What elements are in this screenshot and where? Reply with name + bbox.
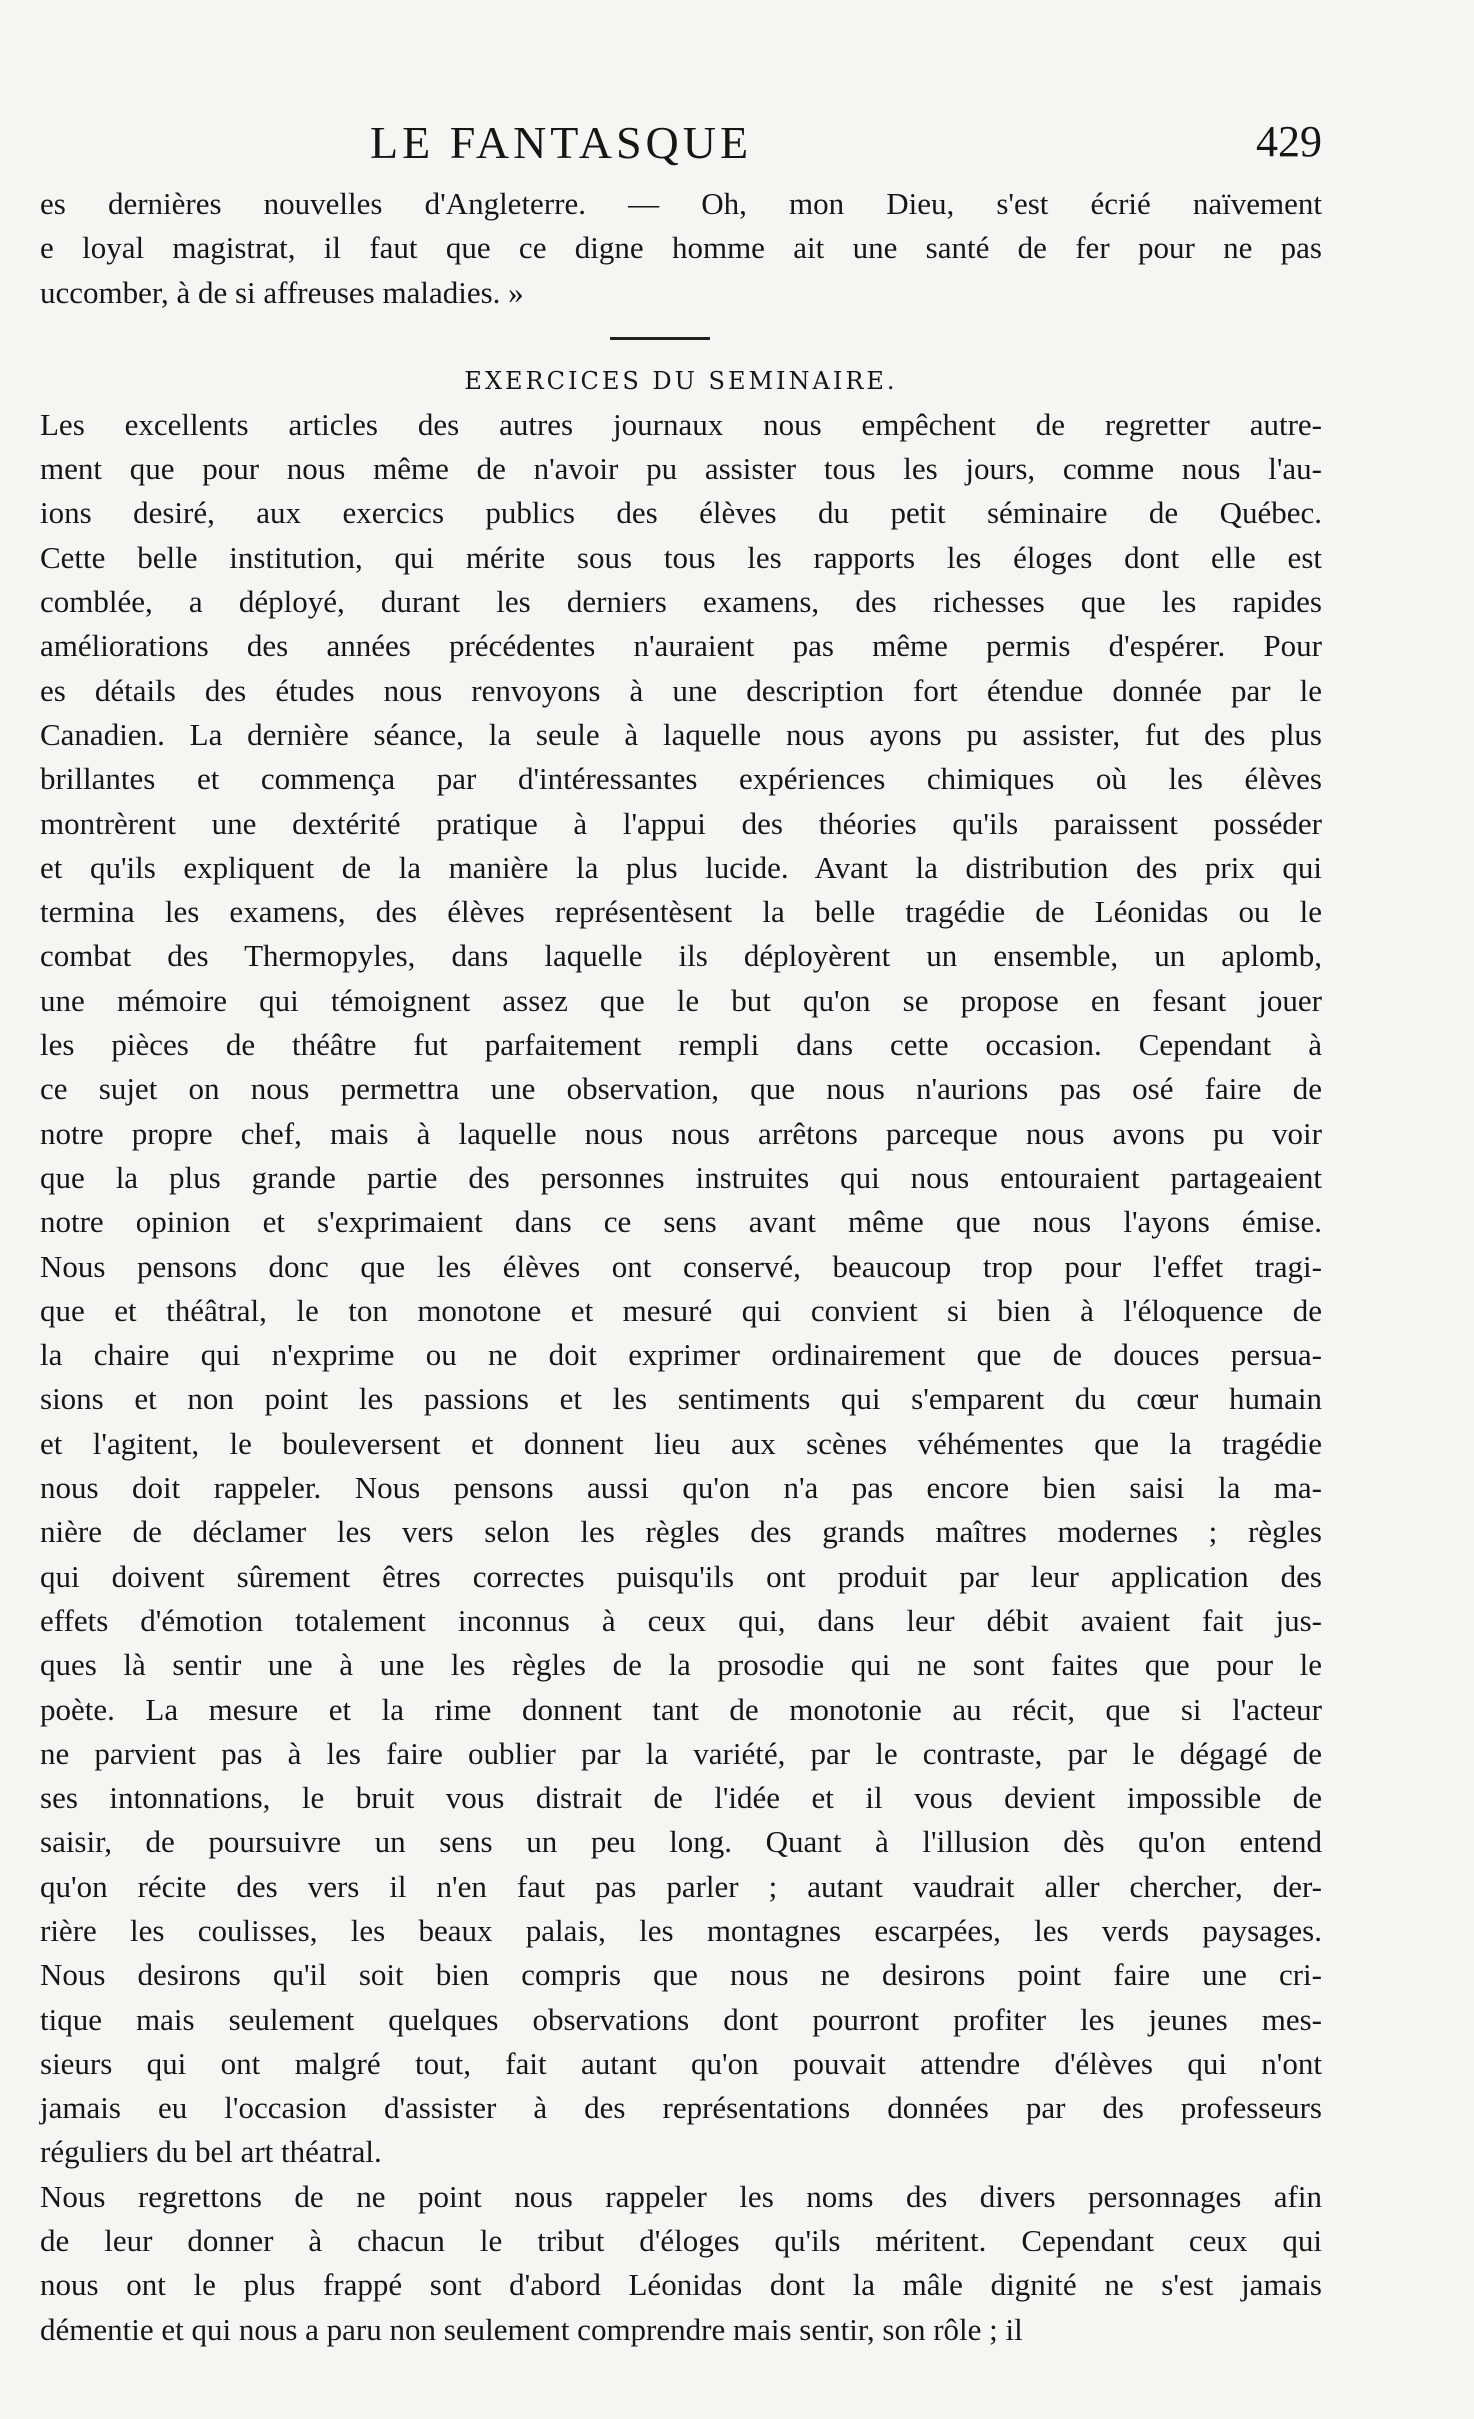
article-paragraph-2	[40, 2175, 1322, 2352]
page-header	[40, 112, 1322, 182]
text-line: ce sujet on nous permettra une observation, que nous n'aurions pas osé faire de	[40, 1071, 1322, 1107]
text-line: comblée, a déployé, durant les derniers examens, des richesses que les rapides	[40, 584, 1322, 620]
text-line: tique mais seulement quelques observations dont pourront profiter les jeunes mes-	[40, 2001, 1322, 2037]
section-separator	[40, 315, 1322, 359]
text-line: notre propre chef, mais à laquelle nous nous arrêtons parceque nous avons pu voir	[40, 1115, 1322, 1151]
text-line: une mémoire qui témoignent assez que le but qu'on se propose en fesant jouer	[40, 982, 1322, 1018]
text-line: combat des Thermopyles, dans laquelle ils déployèrent un ensemble, un aplomb,	[40, 938, 1322, 974]
text-line: ques là sentir une à une les règles de la prosodie qui ne sont faites que pour le	[40, 1647, 1322, 1683]
text-line: sions et non point les passions et les sentiments qui s'emparent du cœur humain	[40, 1381, 1322, 1417]
text-line: les pièces de théâtre fut parfaitement rempli dans cette occasion. Cependant à	[40, 1027, 1322, 1063]
text-line: termina les examens, des élèves représentèsent la belle tragédie de Léonidas ou le	[40, 894, 1322, 930]
text-line: sieurs qui ont malgré tout, fait autant qu'on pouvait attendre d'élèves qui n'ont	[40, 2045, 1322, 2081]
text-line: de leur donner à chacun le tribut d'éloges qu'ils méritent. Cependant ceux qui	[40, 2223, 1322, 2259]
text-line: notre opinion et s'exprimaient dans ce sens avant même que nous l'ayons émise.	[40, 1204, 1322, 1240]
page-number: 429	[1256, 117, 1322, 166]
text-line: Nous pensons donc que les élèves ont conservé, beaucoup trop pour l'effet tragi-	[40, 1248, 1322, 1284]
text-line: jamais eu l'occasion d'assister à des représentations données par des professeurs	[40, 2090, 1322, 2126]
text-line: saisir, de poursuivre un sens un peu long. Quant à l'illusion dès qu'on entend	[40, 1824, 1322, 1860]
running-title: LE FANTASQUE	[370, 117, 753, 168]
text-line: ment que pour nous même de n'avoir pu assister tous les jours, comme nous l'au-	[40, 451, 1322, 487]
text-line: es détails des études nous renvoyons à une description fort étendue donnée par le	[40, 672, 1322, 708]
text-line: montrèrent une dextérité pratique à l'appui des théories qu'ils paraissent posséder	[40, 805, 1322, 841]
section-title: EXERCICES DU SEMINAIRE.	[464, 366, 898, 395]
text-line: nière de déclamer les vers selon les règles des grands maîtres modernes ; règles	[40, 1514, 1322, 1550]
text-line: uccomber, à de si affreuses maladies. »	[40, 274, 524, 310]
text-line: Nous regrettons de ne point nous rappeler les noms des divers personnages afin	[40, 2178, 1322, 2214]
text-line: que et théâtral, le ton monotone et mesuré qui convient si bien à l'éloquence de	[40, 1292, 1322, 1328]
text-line: que la plus grande partie des personnes instruites qui nous entouraient partageaient	[40, 1159, 1322, 1195]
text-line: brillantes et commença par d'intéressantes expériences chimiques où les élèves	[40, 761, 1322, 797]
separator-rule	[610, 337, 710, 340]
text-line: effets d'émotion totalement inconnus à ceux qui, dans leur débit avaient fait jus-	[40, 1602, 1322, 1638]
text-line: qui doivent sûrement êtres correctes puisqu'ils ont produit par leur application des	[40, 1558, 1322, 1594]
text-line: et l'agitent, le bouleversent et donnent lieu aux scènes véhémentes que la tragédie	[40, 1425, 1322, 1461]
text-line: et qu'ils expliquent de la manière la plus lucide. Avant la distribution des prix qui	[40, 849, 1322, 885]
text-line: la chaire qui n'exprime ou ne doit exprimer ordinairement que de douces persua-	[40, 1337, 1322, 1373]
text-line: e loyal magistrat, il faut que ce digne homme ait une santé de fer pour ne pas	[40, 230, 1322, 266]
intro-paragraph	[40, 182, 1322, 315]
text-line: Nous desirons qu'il soit bien compris que nous ne desirons point faire une cri-	[40, 1957, 1322, 1993]
text-line: nous doit rappeler. Nous pensons aussi qu'on n'a pas encore bien saisi la ma-	[40, 1470, 1322, 1506]
text-line: ses intonnations, le bruit vous distrait de l'idée et il vous devient impossible de	[40, 1780, 1322, 1816]
text-line: es dernières nouvelles d'Angleterre. — Oh, mon Dieu, s'est écrié naïvement	[40, 186, 1322, 221]
text-line: ions desiré, aux exercics publics des élèves du petit séminaire de Québec.	[40, 495, 1322, 531]
text-line: Canadien. La dernière séance, la seule à laquelle nous ayons pu assister, fut des plus	[40, 716, 1322, 752]
text-line: ne parvient pas à les faire oublier par la variété, par le contraste, par le dégagé de	[40, 1735, 1322, 1771]
text-line: Cette belle institution, qui mérite sous tous les rapports les éloges dont elle est	[40, 539, 1322, 575]
text-line: Les excellents articles des autres journaux nous empêchent de regretter autre-	[40, 406, 1322, 442]
text-line: qu'on récite des vers il n'en faut pas parler ; autant vaudrait aller chercher, der-	[40, 1868, 1322, 1904]
text-line: améliorations des années précédentes n'auraient pas même permis d'espérer. Pour	[40, 628, 1322, 664]
text-line: rière les coulisses, les beaux palais, les montagnes escarpées, les verds paysages.	[40, 1912, 1322, 1948]
article-paragraph-1	[40, 403, 1322, 2175]
text-line: poète. La mesure et la rime donnent tant de monotonie au récit, que si l'acteur	[40, 1691, 1322, 1727]
text-line: nous ont le plus frappé sont d'abord Léonidas dont la mâle dignité ne s'est jamais	[40, 2267, 1322, 2303]
text-line: réguliers du bel art théatral.	[40, 2134, 382, 2170]
text-line: démentie et qui nous a paru non seulement comprendre mais sentir, son rôle ; il	[40, 2311, 1023, 2347]
